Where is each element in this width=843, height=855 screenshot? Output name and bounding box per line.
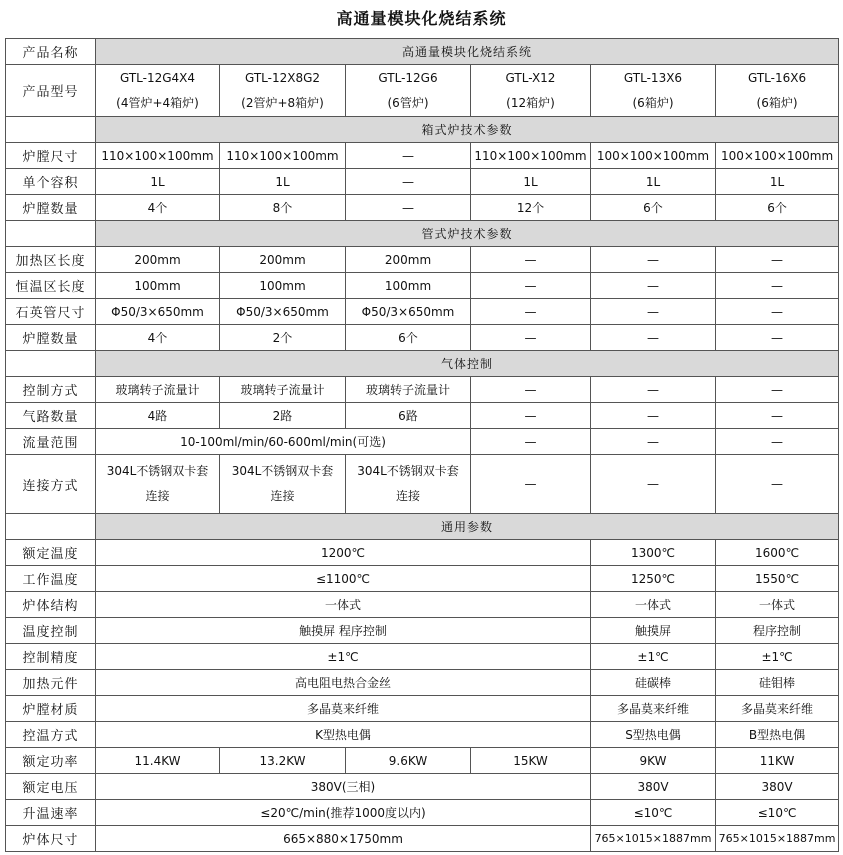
table-cell: 110×100×100mm bbox=[220, 143, 346, 169]
table-cell: 触摸屏 程序控制 bbox=[96, 618, 591, 644]
row-label: 额定温度 bbox=[6, 540, 96, 566]
table-cell: 100mm bbox=[96, 273, 220, 299]
table-cell: 1L bbox=[471, 169, 591, 195]
table-cell: 一体式 bbox=[591, 592, 716, 618]
table-cell: — bbox=[471, 273, 591, 299]
row-label: 恒温区长度 bbox=[6, 273, 96, 299]
section-header-row bbox=[6, 514, 839, 540]
model-cell: GTL-12G4X4 (4管炉+4箱炉) bbox=[96, 65, 220, 117]
table-cell: 100×100×100mm bbox=[591, 143, 716, 169]
section-title: 管式炉技术参数 bbox=[96, 221, 839, 247]
row-label: 产品型号 bbox=[6, 65, 96, 117]
table-cell: 765×1015×1887mm bbox=[591, 826, 716, 852]
table-cell: 110×100×100mm bbox=[96, 143, 220, 169]
table-cell: 1550℃ bbox=[716, 566, 839, 592]
table-cell: 1250℃ bbox=[591, 566, 716, 592]
table-cell: 1L bbox=[716, 169, 839, 195]
table-cell: — bbox=[716, 429, 839, 455]
table-cell: 15KW bbox=[471, 748, 591, 774]
table-cell: — bbox=[716, 299, 839, 325]
table-cell: 玻璃转子流量计 bbox=[346, 377, 471, 403]
table-cell: 6个 bbox=[716, 195, 839, 221]
table-cell: — bbox=[346, 169, 471, 195]
table-cell: 2路 bbox=[220, 403, 346, 429]
table-cell: 硅钼棒 bbox=[716, 670, 839, 696]
table-cell: 一体式 bbox=[716, 592, 839, 618]
table-row bbox=[6, 618, 839, 644]
table-cell: 100×100×100mm bbox=[716, 143, 839, 169]
table-cell: 10-100ml/min/60-600ml/min(可选) bbox=[96, 429, 471, 455]
table-cell: ±1℃ bbox=[96, 644, 591, 670]
table-cell: 1200℃ bbox=[96, 540, 591, 566]
table-row bbox=[6, 670, 839, 696]
table-cell: — bbox=[591, 299, 716, 325]
table-row bbox=[6, 299, 839, 325]
table-cell: 4个 bbox=[96, 195, 220, 221]
model-cell: GTL-13X6 (6箱炉) bbox=[591, 65, 716, 117]
table-row bbox=[6, 169, 839, 195]
table-cell: — bbox=[591, 429, 716, 455]
table-cell: ≤10℃ bbox=[591, 800, 716, 826]
table-cell: 100mm bbox=[220, 273, 346, 299]
table-row bbox=[6, 325, 839, 351]
table-cell: — bbox=[471, 325, 591, 351]
model-cell: GTL-X12 (12箱炉) bbox=[471, 65, 591, 117]
table-row bbox=[6, 39, 839, 65]
table-cell: 程序控制 bbox=[716, 618, 839, 644]
table-cell: 1300℃ bbox=[591, 540, 716, 566]
table-row bbox=[6, 566, 839, 592]
table-cell: ≤1100℃ bbox=[96, 566, 591, 592]
table-cell: ≤10℃ bbox=[716, 800, 839, 826]
row-label: 控制方式 bbox=[6, 377, 96, 403]
table-cell: 9KW bbox=[591, 748, 716, 774]
table-cell: 765×1015×1887mm bbox=[716, 826, 839, 852]
table-cell: — bbox=[591, 455, 716, 514]
row-label: 炉体结构 bbox=[6, 592, 96, 618]
table-cell: — bbox=[471, 247, 591, 273]
table-cell: ±1℃ bbox=[591, 644, 716, 670]
table-row bbox=[6, 247, 839, 273]
row-label: 产品名称 bbox=[6, 39, 96, 65]
table-cell: K型热电偶 bbox=[96, 722, 591, 748]
table-cell: 200mm bbox=[346, 247, 471, 273]
table-cell: 6路 bbox=[346, 403, 471, 429]
table-cell: — bbox=[716, 377, 839, 403]
table-cell: — bbox=[591, 247, 716, 273]
row-label: 炉膛数量 bbox=[6, 195, 96, 221]
table-row bbox=[6, 696, 839, 722]
table-cell: — bbox=[471, 377, 591, 403]
table-row bbox=[6, 800, 839, 826]
table-cell: 6个 bbox=[346, 325, 471, 351]
row-label: 加热元件 bbox=[6, 670, 96, 696]
page-title: 高通量模块化烧结系统 bbox=[336, 9, 507, 28]
table-row bbox=[6, 644, 839, 670]
row-label: 单个容积 bbox=[6, 169, 96, 195]
table-cell: — bbox=[346, 195, 471, 221]
table-cell: — bbox=[716, 273, 839, 299]
row-label: 加热区长度 bbox=[6, 247, 96, 273]
table-row bbox=[6, 143, 839, 169]
row-label: 炉膛尺寸 bbox=[6, 143, 96, 169]
table-cell: 1L bbox=[96, 169, 220, 195]
table-cell: 100mm bbox=[346, 273, 471, 299]
table-row bbox=[6, 722, 839, 748]
table-row bbox=[6, 273, 839, 299]
row-label: 温度控制 bbox=[6, 618, 96, 644]
row-label: 工作温度 bbox=[6, 566, 96, 592]
row-label: 石英管尺寸 bbox=[6, 299, 96, 325]
table-cell: 6个 bbox=[591, 195, 716, 221]
row-label: 气路数量 bbox=[6, 403, 96, 429]
table-cell: 一体式 bbox=[96, 592, 591, 618]
table-cell: — bbox=[716, 403, 839, 429]
table-cell: 高电阻电热合金丝 bbox=[96, 670, 591, 696]
row-label: 额定功率 bbox=[6, 748, 96, 774]
row-label: 控制精度 bbox=[6, 644, 96, 670]
table-row bbox=[6, 826, 839, 852]
table-row bbox=[6, 377, 839, 403]
table-cell: 12个 bbox=[471, 195, 591, 221]
table-cell: 硅碳棒 bbox=[591, 670, 716, 696]
table-row bbox=[6, 195, 839, 221]
table-cell: — bbox=[471, 429, 591, 455]
row-label: 炉体尺寸 bbox=[6, 826, 96, 852]
model-cell: GTL-16X6 (6箱炉) bbox=[716, 65, 839, 117]
table-cell: 多晶莫来纤维 bbox=[96, 696, 591, 722]
table-row bbox=[6, 748, 839, 774]
section-title: 气体控制 bbox=[96, 351, 839, 377]
table-cell: 380V(三相) bbox=[96, 774, 591, 800]
table-cell: 11.4KW bbox=[96, 748, 220, 774]
table-cell: 玻璃转子流量计 bbox=[96, 377, 220, 403]
table-cell: 4路 bbox=[96, 403, 220, 429]
table-cell: — bbox=[716, 247, 839, 273]
table-row bbox=[6, 455, 839, 514]
table-cell: — bbox=[471, 455, 591, 514]
table-cell: — bbox=[591, 403, 716, 429]
table-cell: 200mm bbox=[220, 247, 346, 273]
table-cell: 665×880×1750mm bbox=[96, 826, 591, 852]
table-cell: 多晶莫来纤维 bbox=[591, 696, 716, 722]
table-cell: 玻璃转子流量计 bbox=[220, 377, 346, 403]
row-label: 额定电压 bbox=[6, 774, 96, 800]
table-cell: — bbox=[591, 273, 716, 299]
row-label: 控温方式 bbox=[6, 722, 96, 748]
model-cell: GTL-12G6 (6管炉) bbox=[346, 65, 471, 117]
table-cell: B型热电偶 bbox=[716, 722, 839, 748]
row-label: 炉膛数量 bbox=[6, 325, 96, 351]
table-cell: — bbox=[591, 325, 716, 351]
row-label: 流量范围 bbox=[6, 429, 96, 455]
table-cell: ±1℃ bbox=[716, 644, 839, 670]
table-cell: 4个 bbox=[96, 325, 220, 351]
table-cell: 9.6KW bbox=[346, 748, 471, 774]
table-cell: 200mm bbox=[96, 247, 220, 273]
table-cell: 110×100×100mm bbox=[471, 143, 591, 169]
table-row bbox=[6, 540, 839, 566]
table-cell: Φ50/3×650mm bbox=[346, 299, 471, 325]
table-cell: 380V bbox=[716, 774, 839, 800]
section-header-row bbox=[6, 117, 839, 143]
table-cell: S型热电偶 bbox=[591, 722, 716, 748]
table-cell: 304L不锈钢双卡套 连接 bbox=[346, 455, 471, 514]
row-label: 升温速率 bbox=[6, 800, 96, 826]
table-cell: Φ50/3×650mm bbox=[96, 299, 220, 325]
section-header-row bbox=[6, 351, 839, 377]
table-cell: 多晶莫来纤维 bbox=[716, 696, 839, 722]
table-cell: 304L不锈钢双卡套 连接 bbox=[96, 455, 220, 514]
table-cell: ≤20℃/min(推荐1000度以内) bbox=[96, 800, 591, 826]
table-row bbox=[6, 403, 839, 429]
table-cell: 8个 bbox=[220, 195, 346, 221]
row-label: 炉膛材质 bbox=[6, 696, 96, 722]
table-cell: 2个 bbox=[220, 325, 346, 351]
section-title: 通用参数 bbox=[96, 514, 839, 540]
table-cell: 380V bbox=[591, 774, 716, 800]
table-cell: — bbox=[591, 377, 716, 403]
table-cell: 304L不锈钢双卡套 连接 bbox=[220, 455, 346, 514]
table-cell: 触摸屏 bbox=[591, 618, 716, 644]
model-cell: GTL-12X8G2 (2管炉+8箱炉) bbox=[220, 65, 346, 117]
table-cell: Φ50/3×650mm bbox=[220, 299, 346, 325]
table-row bbox=[6, 65, 839, 117]
table-row bbox=[6, 429, 839, 455]
table-cell: 1L bbox=[591, 169, 716, 195]
table-cell: — bbox=[716, 325, 839, 351]
section-title: 箱式炉技术参数 bbox=[96, 117, 839, 143]
spec-table bbox=[5, 38, 839, 852]
table-cell: 11KW bbox=[716, 748, 839, 774]
table-row bbox=[6, 592, 839, 618]
product-name: 高通量模块化烧结系统 bbox=[96, 39, 839, 65]
table-cell: — bbox=[471, 403, 591, 429]
table-cell: 1L bbox=[220, 169, 346, 195]
table-cell: 1600℃ bbox=[716, 540, 839, 566]
table-cell: 13.2KW bbox=[220, 748, 346, 774]
table-cell: — bbox=[471, 299, 591, 325]
table-cell: — bbox=[716, 455, 839, 514]
section-header-row bbox=[6, 221, 839, 247]
table-row bbox=[6, 774, 839, 800]
row-label: 连接方式 bbox=[6, 455, 96, 514]
table-cell: — bbox=[346, 143, 471, 169]
